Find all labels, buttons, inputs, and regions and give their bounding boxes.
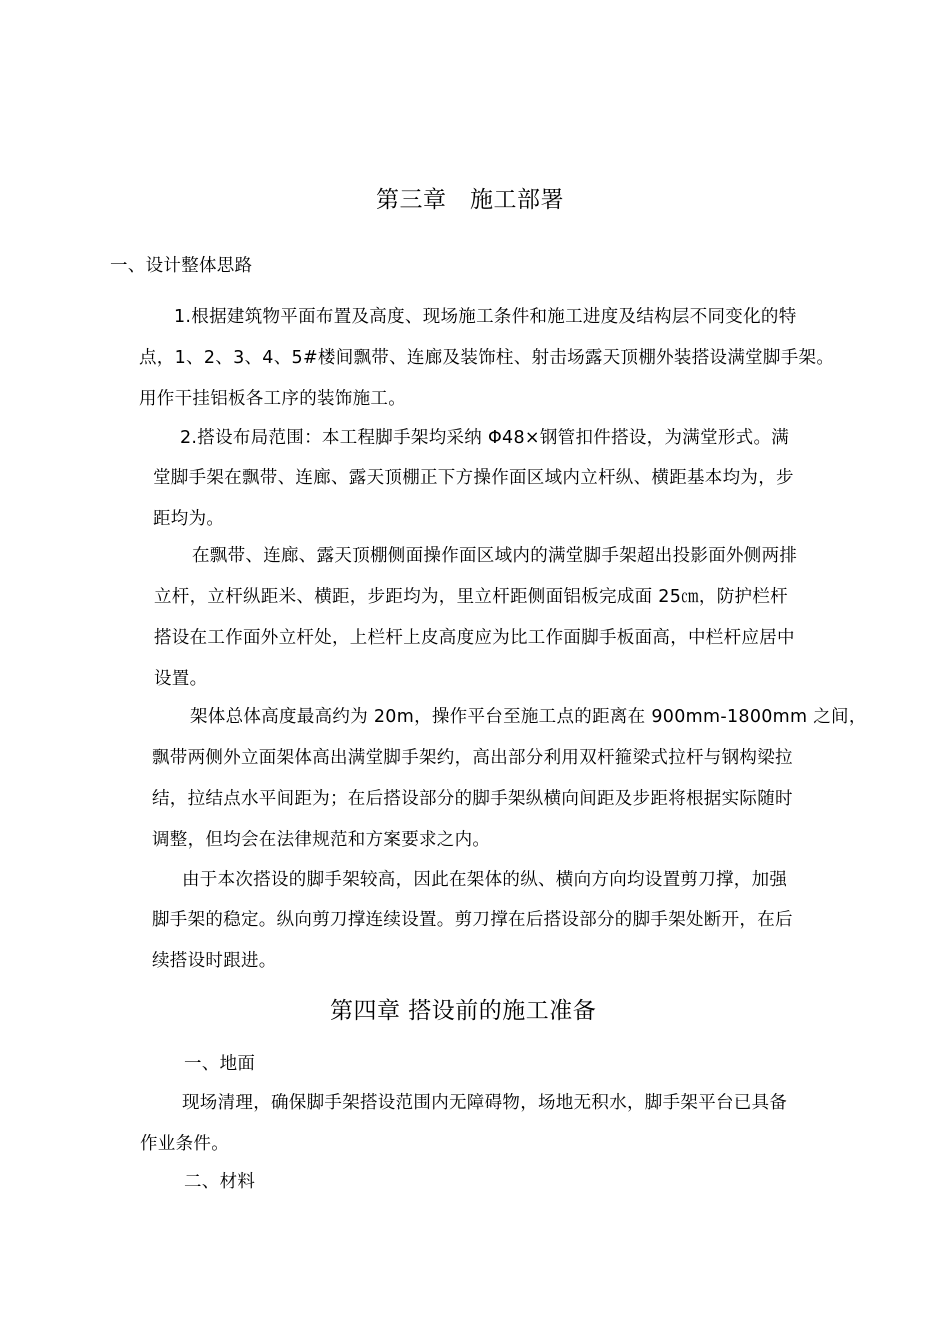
paragraph-5-line-3: 续搭设时跟进。 [152, 951, 277, 971]
paragraph-3-line-4: 设置。 [154, 669, 208, 689]
paragraph-1-line-2: 点，1、2、3、4、5#楼间飘带、连廊及装饰柱、射击场露天顶棚外装搭设满堂脚手架。 [139, 348, 835, 368]
section-heading-ground: 一、地面 [184, 1054, 256, 1074]
ground-paragraph-line-2: 作业条件。 [140, 1134, 229, 1154]
paragraph-1-line-3: 用作干挂铝板各工序的装饰施工。 [139, 389, 406, 409]
paragraph-3-line-2: 立杆，立杆纵距米、横距，步距均为，里立杆距侧面铝板完成面 25㎝，防护栏杆 [154, 587, 788, 607]
section-heading-materials: 二、材料 [184, 1172, 256, 1192]
section-heading-design-approach: 一、设计整体思路 [110, 256, 253, 276]
paragraph-4-line-2: 飘带两侧外立面架体高出满堂脚手架约，高出部分利用双杆箍梁式拉杆与钢构梁拉 [152, 748, 793, 768]
paragraph-3-line-3: 搭设在工作面外立杆处，上栏杆上皮高度应为比工作面脚手板面高，中栏杆应居中 [154, 628, 795, 648]
paragraph-2-line-2: 堂脚手架在飘带、连廊、露天顶棚正下方操作面区域内立杆纵、横距基本均为，步 [153, 468, 794, 488]
paragraph-4-line-4: 调整，但均会在法律规范和方案要求之内。 [152, 830, 491, 850]
paragraph-2-line-3: 距均为。 [153, 509, 225, 529]
paragraph-3-line-1: 在飘带、连廊、露天顶棚侧面操作面区域内的满堂脚手架超出投影面外侧两排 [192, 546, 798, 566]
chapter-3-title: 第三章 施工部署 [376, 187, 564, 213]
paragraph-1-line-1: 1.根据建筑物平面布置及高度、现场施工条件和施工进度及结构层不同变化的特 [174, 307, 797, 327]
paragraph-5-line-2: 脚手架的稳定。纵向剪刀撑连续设置。剪刀撑在后搭设部分的脚手架处断开，在后 [152, 910, 793, 930]
chapter-4-title: 第四章 搭设前的施工准备 [330, 998, 597, 1024]
paragraph-5-line-1: 由于本次搭设的脚手架较高，因此在架体的纵、横向方向均设置剪刀撑，加强 [182, 870, 788, 890]
paragraph-4-line-1: 架体总体高度最高约为 20m，操作平台至施工点的距离在 900mm-1800mm 之间， [190, 707, 867, 727]
paragraph-4-line-3: 结，拉结点水平间距为；在后搭设部分的脚手架纵横向间距及步距将根据实际随时 [152, 789, 793, 809]
ground-paragraph-line-1: 现场清理，确保脚手架搭设范围内无障碍物，场地无积水，脚手架平台已具备 [182, 1093, 788, 1113]
paragraph-2-line-1: 2.搭设布局范围：本工程脚手架均采纳 Φ48×钢管扣件搭设，为满堂形式。满 [180, 428, 790, 448]
